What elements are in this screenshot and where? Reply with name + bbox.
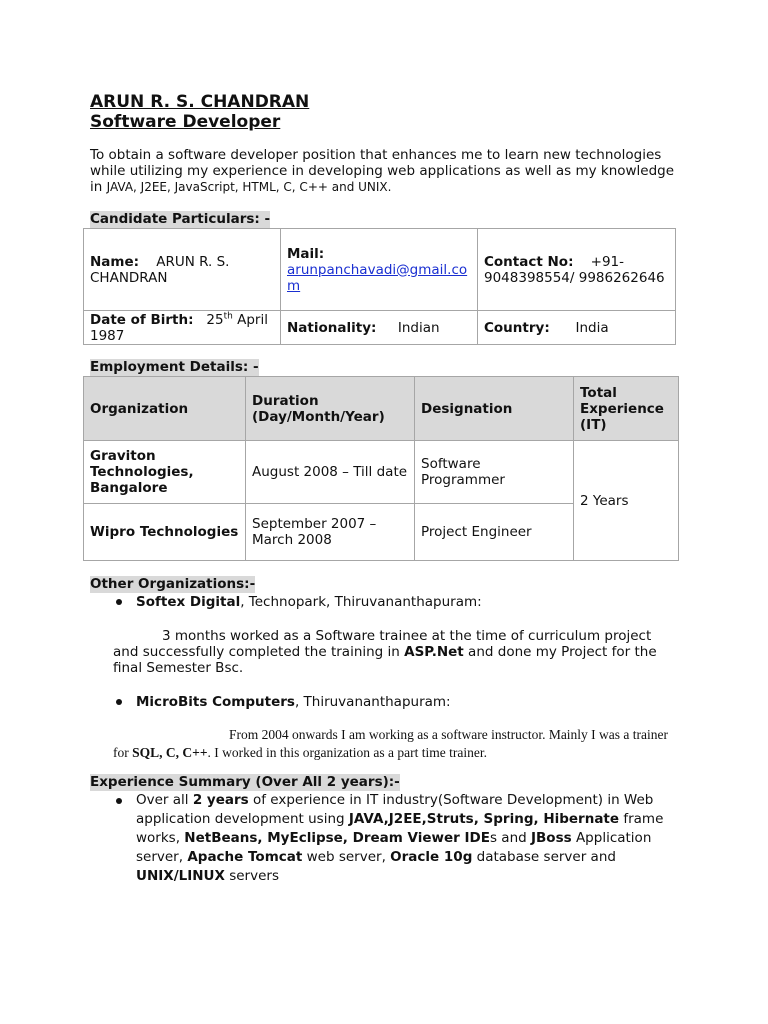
summary-highlight: Apache Tomcat: [187, 849, 303, 865]
summary-text: web server,: [302, 849, 391, 865]
contact-label: Contact No:: [484, 253, 574, 270]
duration-cell: September 2007 – March 2008: [246, 504, 415, 561]
description-text: 3 months worked as a Software trainee at the time of curriculum project and successfully completed the training in: [113, 628, 652, 660]
bullet-icon: [116, 599, 122, 605]
summary-highlight: Oracle 10g: [390, 849, 473, 865]
summary-text: frame works,: [136, 811, 664, 846]
company-name: Softex Digital: [136, 594, 241, 610]
duration-cell: August 2008 – Till date: [246, 441, 415, 504]
dob-cell: [84, 311, 281, 345]
dob-day: 25: [206, 311, 224, 328]
objective-paragraph: [90, 147, 690, 195]
designation-cell: Software Programmer: [415, 441, 574, 504]
name-cell: [84, 229, 281, 311]
summary-highlight: JBoss: [530, 830, 572, 846]
col-duration: Duration (Day/Month/Year): [246, 377, 415, 441]
summary-text: database server and: [472, 849, 616, 865]
other-organizations-heading: Other Organizations:-: [90, 576, 256, 592]
summary-text: Application server,: [136, 830, 652, 865]
objective-tech-list: JAVA, J2EE, JavaScript, HTML, C, C++ and UNIX.: [106, 180, 392, 194]
designation-cell: Project Engineer: [415, 504, 574, 561]
summary-text: servers: [224, 868, 279, 884]
mail-cell: [281, 229, 478, 311]
contact-cell: [478, 229, 676, 311]
summary-highlight: 2 years: [192, 792, 249, 808]
org-cell: Graviton Technologies, Bangalore: [84, 441, 246, 504]
list-item: [136, 594, 482, 610]
summary-highlight: NetBeans, MyEclipse, Dream Viewer IDE: [184, 830, 490, 846]
dob-rest: April 1987: [90, 311, 268, 344]
summary-text: s and: [489, 830, 531, 846]
candidate-name: ARUN R. S. CHANDRAN: [90, 92, 310, 112]
company-location: , Technopark, Thiruvananthapuram:: [240, 594, 482, 610]
description-text: . I worked in this organization as a part time trainer.: [207, 745, 487, 760]
col-designation: Designation: [415, 377, 574, 441]
nationality-cell: [281, 311, 478, 345]
experience-summary-heading: Experience Summary (Over All 2 years):-: [90, 774, 400, 790]
objective-text: To obtain a software developer position that enhances me to learn new technologies while utilizing my experience in developing web applications as well as my knowledge in: [90, 147, 675, 195]
dob-label: Date of Birth:: [90, 311, 194, 328]
summary-highlight: JAVA,J2EE,Struts, Spring, Hibernate: [348, 811, 620, 827]
microbits-description: [113, 726, 677, 762]
summary-highlight: UNIX/LINUX: [136, 868, 225, 884]
country-value: India: [575, 319, 609, 336]
nationality-label: Nationality:: [287, 319, 377, 336]
employment-details-heading: Employment Details: -: [90, 359, 259, 375]
org-cell: Wipro Technologies: [84, 504, 246, 561]
company-name: MicroBits Computers: [136, 694, 295, 710]
table-row: [84, 441, 679, 504]
dob-suffix: th: [223, 311, 233, 321]
description-highlight: SQL, C, C++: [132, 745, 208, 760]
softex-description: [113, 628, 675, 676]
candidate-particulars-table: [83, 228, 676, 345]
col-total-experience: Total Experience (IT): [574, 377, 679, 441]
col-organization: Organization: [84, 377, 246, 441]
contact-value: +91-9048398554/ 9986262646: [484, 253, 665, 286]
name-label: Name:: [90, 253, 140, 270]
country-label: Country:: [484, 319, 550, 336]
summary-text: Over all: [136, 792, 193, 808]
company-location: , Thiruvananthapuram:: [294, 694, 451, 710]
email-link[interactable]: arunpanchavadi@gmail.com: [287, 261, 468, 294]
total-experience-cell: 2 Years: [574, 441, 679, 561]
nationality-value: Indian: [397, 319, 440, 336]
candidate-particulars-heading: Candidate Particulars: -: [90, 211, 271, 227]
experience-summary-text: [136, 791, 682, 886]
bullet-icon: [116, 699, 122, 705]
description-text: From 2004 onwards I am working as a software instructor. Mainly I was a trainer for: [113, 727, 669, 760]
mail-label: Mail:: [287, 245, 325, 262]
description-highlight: ASP.Net: [404, 644, 464, 660]
description-text: and done my Project for the final Semester Bsc.: [113, 644, 657, 676]
job-title: Software Developer: [90, 112, 281, 132]
list-item: [136, 694, 451, 710]
bullet-icon: [116, 798, 122, 804]
country-cell: [478, 311, 676, 345]
summary-text: of experience in IT industry(Software Development) in Web application development using: [136, 792, 654, 827]
name-value: ARUN R. S. CHANDRAN: [90, 253, 230, 286]
employment-table: [83, 376, 679, 561]
